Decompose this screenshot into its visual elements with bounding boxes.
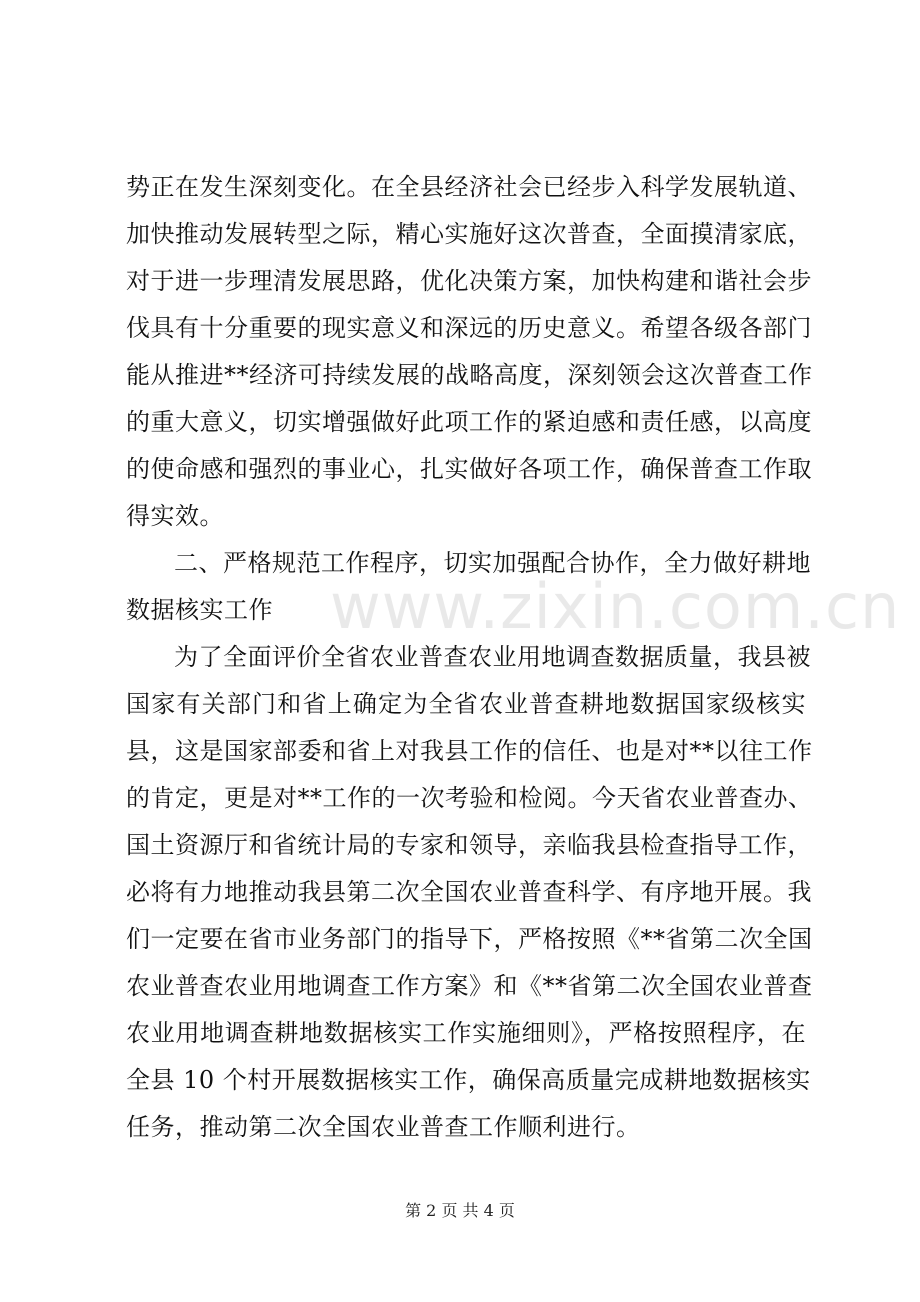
text-line: 国土资源厅和省统计局的专家和领导，亲临我县检查指导工作，: [126, 831, 812, 859]
text-line: 的肯定，更是对**工作的一次考验和检阅。今天省农业普查办、: [126, 784, 813, 812]
text-line: 们一定要在省市业务部门的指导下，严格按照《**省第二次全国: [126, 925, 813, 953]
text-line: 二、严格规范工作程序，切实加强配合协作，全力做好耕地: [174, 549, 811, 577]
text-line: 县，这是国家部委和省上对我县工作的信任、也是对**以往工作: [126, 737, 813, 765]
text-line: 农业普查农业用地调查工作方案》和《**省第二次全国农业普查: [126, 972, 813, 1000]
text-line: 能从推进**经济可持续发展的战略高度，深刻领会这次普查工作: [126, 361, 813, 389]
text-line: 国家有关部门和省上确定为全省农业普查耕地数据国家级核实: [126, 690, 806, 718]
watermark: www.zixin.com.cn: [330, 570, 901, 643]
text-line: 对于进一步理清发展思路，优化决策方案，加快构建和谐社会步: [126, 267, 812, 295]
text-line: 为了全面评价全省农业普查农业用地调查数据质量，我县被: [174, 643, 811, 671]
text-line: 全县 10 个村开展数据核实工作，确保高质量完成耕地数据核实: [126, 1066, 811, 1094]
text-line: 数据核实工作: [126, 596, 273, 624]
text-line: 的使命感和强烈的事业心，扎实做好各项工作，确保普查工作取: [126, 455, 812, 483]
body-text: [126, 164, 813, 1151]
text-line: 得实效。: [126, 502, 224, 530]
text-line: 加快推动发展转型之际，精心实施好这次普查，全面摸清家底，: [126, 220, 812, 248]
page-footer: 第 2 页 共 4 页: [405, 1201, 515, 1220]
text-line: 必将有力地推动我县第二次全国农业普查科学、有序地开展。我: [126, 878, 812, 906]
text-line: 伐具有十分重要的现实意义和深远的历史意义。希望各级各部门: [126, 314, 812, 342]
text-line: 农业用地调查耕地数据核实工作实施细则》，严格按照程序，在: [126, 1019, 806, 1047]
text-line: 的重大意义，切实增强做好此项工作的紧迫感和责任感，以高度: [126, 408, 812, 436]
text-line: 势正在发生深刻变化。在全县经济社会已经步入科学发展轨道、: [126, 173, 812, 201]
text-line: 任务，推动第二次全国农业普查工作顺利进行。: [126, 1113, 641, 1141]
